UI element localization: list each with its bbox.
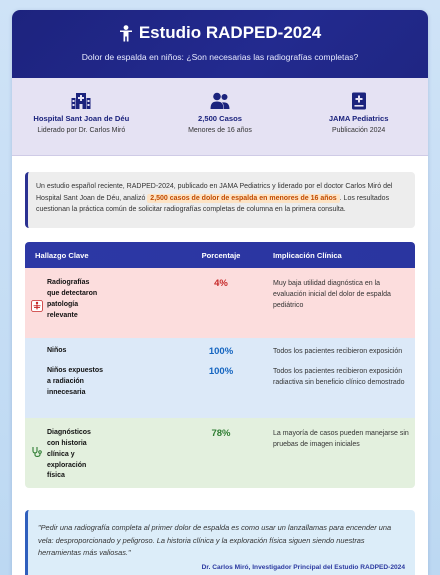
stat-journal: [294, 92, 424, 134]
users-icon: [210, 92, 230, 110]
row-finding-cell: [25, 278, 177, 321]
spacer: [31, 366, 43, 378]
table-row: [25, 338, 415, 418]
page-title: [12, 23, 428, 43]
quote-author: Dr. Carlos Miró, Investigador Principal del Estudio RADPED-2024: [201, 563, 405, 571]
stat-cases-sub: Menores de 16 años: [188, 127, 252, 134]
stat-cases-title: 2,500 Casos: [198, 114, 242, 123]
intro-paragraph: [25, 172, 415, 228]
stat-journal-sub: Publicación 2024: [331, 127, 386, 134]
row-implication: La mayoría de casos pueden manejarse sin pruebas de imagen iniciales: [273, 430, 409, 449]
row-implication: Todos los pacientes recibieron exposición: [273, 348, 403, 355]
table-subrow: [25, 366, 415, 399]
xray-icon: [31, 300, 43, 312]
intro-text-before: Un estudio español reciente, RADPED-2024, publicado en JAMA Pediatrics y liderado por el doctor Carlos Miró del Hospital Sant Joan de Déu, analizó: [36, 183, 393, 202]
row-percentage: 100%: [208, 366, 234, 377]
table-subrow: [25, 346, 402, 358]
stat-hospital: [16, 92, 146, 134]
row-percentage: 78%: [211, 428, 231, 439]
stat-cases: [155, 92, 285, 134]
hospital-icon: [71, 92, 91, 110]
stat-hospital-sub: Liderado por Dr. Carlos Miró: [37, 127, 126, 134]
stat-journal-title: JAMA Pediatrics: [328, 114, 389, 123]
intro-highlight: 2,500 casos de dolor de espalda en menores de 16 años: [147, 194, 339, 203]
infographic-card: [12, 10, 428, 575]
row-label: Diagnósticos con historia clínica y exploración física: [47, 429, 91, 480]
row-finding-cell: [25, 346, 177, 358]
journal-icon: [349, 92, 369, 110]
header-percentage: Porcentaje: [201, 250, 241, 260]
header-finding: Hallazgo Clave: [35, 250, 89, 260]
row-implication: Muy baja utilidad diagnóstica en la evaluación inicial del dolor de espalda pediátrico: [273, 280, 391, 310]
title-text: Estudio RADPED-2024: [138, 23, 322, 42]
child-icon: [119, 25, 133, 42]
page-subtitle: Dolor de espalda en niños: ¿Son necesarias las radiografías completas?: [81, 52, 359, 62]
stats-bar: [12, 78, 428, 156]
table-header: [25, 242, 415, 268]
spacer: [31, 346, 43, 358]
row-label: Radiografías que detectaron patología relevante: [47, 279, 98, 319]
row-label: Niños expuestos a radiación innecesaria: [47, 367, 104, 396]
row-percentage: 100%: [208, 346, 234, 357]
stat-hospital-title: Hospital Sant Joan de Déu: [33, 114, 130, 123]
row-label: Niños: [47, 347, 67, 354]
header: [12, 10, 428, 78]
intro-text-after: . Los resultados cuestionan la práctica común de solicitar radiografías completas de columna en la primera consulta.: [36, 194, 390, 214]
row-finding-cell: [25, 366, 177, 399]
table-row: [25, 418, 415, 488]
stethoscope-icon: [31, 446, 43, 458]
quote-box: [25, 510, 415, 575]
quote-text: "Pedir una radiografía completa al primer dolor de espalda es como usar un lanzallamas para encender una vela: desproporcionado y peligroso. La historia clínica y la exploración física siguen siendo nuestras herramientas más valiosas.": [38, 523, 392, 558]
findings-table: [25, 242, 415, 488]
row-implication: Todos los pacientes recibieron exposición radiactiva sin beneficio clínico demostrado: [273, 368, 405, 387]
header-implication: Implicación Clínica: [273, 250, 342, 260]
row-finding-cell: [25, 428, 177, 482]
table-row: [25, 268, 415, 338]
row-percentage: 4%: [214, 278, 228, 289]
